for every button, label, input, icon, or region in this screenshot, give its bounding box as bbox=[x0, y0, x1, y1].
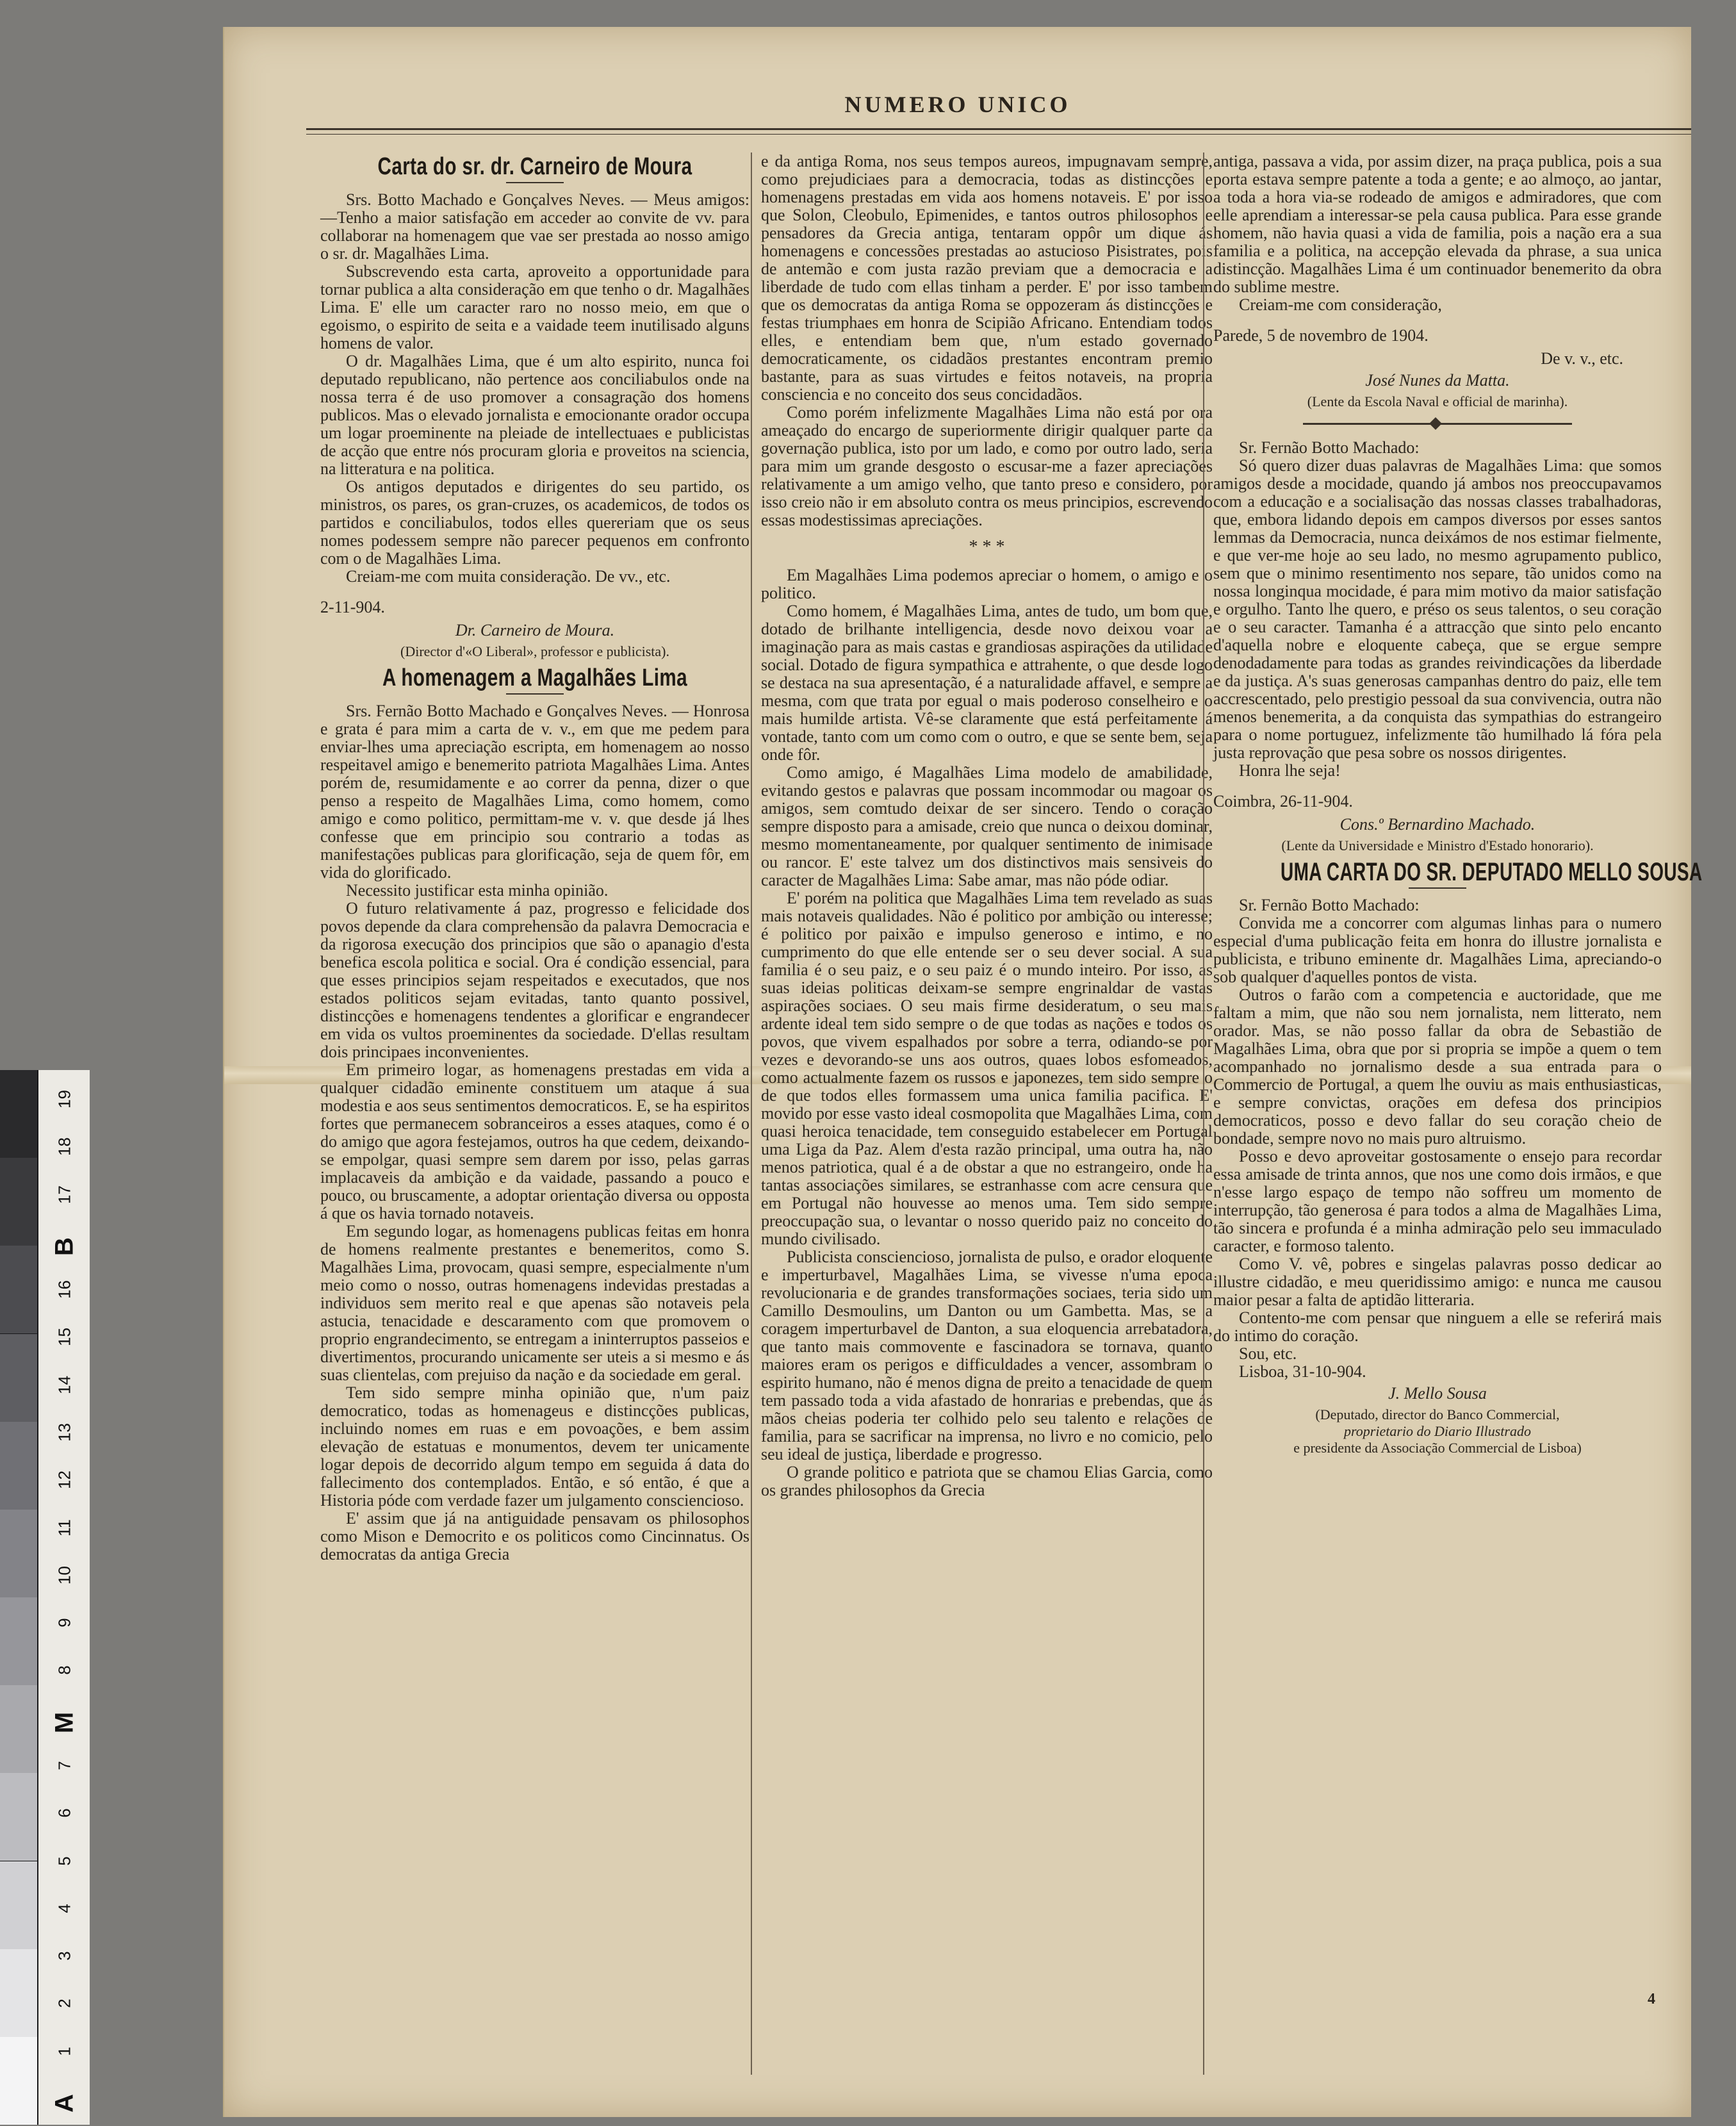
author-role: (Lente da Escola Naval e official de marinha). bbox=[1307, 393, 1568, 409]
grey-patch bbox=[0, 1597, 37, 1685]
paragraph: Como amigo, é Magalhães Lima modelo de amabilidade, evitando gestos e palavras que possam incommodar ou magoar os amigos, sem comtudo deixar de ser sincero. Tendo o coração sempre disposto para a amisade, creio que nunca o deixou dominar, mesmo momentaneamente, por qualquer sentimento de inimisade ou rancor. E' este talvez um dos distinctivos mais sensiveis do caracter de Magalhães Lima: Sabe amar, mas não póde odiar. bbox=[761, 763, 1213, 889]
ruler-label: 19 bbox=[54, 1090, 74, 1108]
signature: José Nunes da Matta. bbox=[1365, 371, 1510, 390]
author-role: proprietario do Diario Illustrado bbox=[1344, 1423, 1531, 1439]
paragraph: Outros o farão com a competencia e auctoridade, que me faltam a mim, que não sou nem jornalista, nem litterato, nem orador. Mas, se não posso fallar da obra de Sebastião de Magalhães Lima, obra que por si propria se impõe a quem o tem acompanhado no jornalismo desde a sua entrada para o Commercio de Portugal, a quem lhe ouviu as mais enthusiasticas, e sempre convictas, orações em defesa dos principios democraticos, posso e devo fallar do seu coração cheio de bondade, sempre novo no mais puro altruismo. bbox=[1213, 985, 1662, 1148]
grey-patch bbox=[0, 1422, 37, 1510]
ruler-label: 18 bbox=[54, 1137, 74, 1157]
paragraph: O futuro relativamente á paz, progresso e felicidade dos povos depende da clara comprehensão da palavra Democracia e da rigorosa execução dos principios que são o apanagio d'esta benefica escola politica e social. Ora é condição essencial, para que esses principios sejam respeitados e executados, que nos estados politicos sejam evitadas, tanto quanto possivel, distincções e homenagens tendentes a glorificar e engrandecer em vida os vultos proeminentes da sociedade. D'ellas resultam dois principaes inconvenientes. bbox=[320, 899, 749, 1061]
paragraph: antiga, passava a vida, por assim dizer, na praça publica, pois a sua porta estava sempre patente a toda a gente; e ao almoço, ao jantar, a toda a hora via-se rodeado de amigos e admiradores, que com elle aprendiam a interessar-se pela causa publica. Para esse grande homem, não havia quasi a vida de familia, pois a nação era a sua familia e a politica, na accepção elevada da phrase, a sua unica distincção. Magalhães Lima é um continuador benemerito da obra do sublime mestre. bbox=[1213, 152, 1662, 296]
paragraph: Como homem, é Magalhães Lima, antes de tudo, um bom que, dotado de brilhante intelligencia, desde novo deixou voar a imaginação para as mais castas e grandiosas aspirações da utilidade social. Dotado de figura sympathica e attrahente, o que desde logo se destaca na sua apresentação, é a naturalidade affavel, e sempre a mesma, com que trata por egual o mais poderoso conselheiro e o mais humilde artista. Vê-se claramente que está perfeitamente á vontade, tanto com um como com o outro, e que se sente bem, seja onde fôr. bbox=[761, 602, 1213, 764]
article-title-mello-sousa: UMA CARTA DO SR. DEPUTADO MELLO SOUSA bbox=[1281, 858, 1703, 886]
paragraph: Posso e devo aproveitar gostosamente o ensejo para recordar essa amisade de trinta annos, que nos une como dois irmãos, e que n'esse largo espaço de tempo não soffreu um momento de interrupção, tão generosa é para todos a alma de Magalhães Lima, tão sincera e profunda é a minha admiração pelo seu immaculado caracter, e formoso talento. bbox=[1213, 1147, 1662, 1255]
paragraph: O grande politico e patriota que se chamou Elias Garcia, como os grandes philosophos da Grecia bbox=[761, 1463, 1213, 1499]
ruler-label: 6 bbox=[54, 1808, 74, 1818]
author-role: (Deputado, director do Banco Commercial, bbox=[1315, 1406, 1560, 1422]
grey-patch bbox=[0, 1158, 37, 1246]
salutation: Sr. Fernão Botto Machado: bbox=[1239, 438, 1420, 457]
author-role: (Lente da Universidade e Ministro d'Estado honorario). bbox=[1281, 837, 1594, 853]
paragraph: Contento-me com pensar que ninguem a elle se referirá mais do intimo do coração. bbox=[1213, 1308, 1662, 1345]
closing: De v. v., etc. bbox=[1541, 349, 1623, 368]
paragraph: Em segundo logar, as homenagens publicas feitas em honra de homens realmente prestantes e benemeritos, como S. Magalhães Lima, provocam, quasi sempre, especialmente n'um meio como o nosso, outras homenagens indevidas prestadas a individuos sem merito real e que apenas são notaveis pela astucia, tenacidade e descaramento com que promovem o proprio engrandecimento, se entregam a ininterruptos passeios e divertimentos, procurando unicamente ser uteis a si mesmo e ás suas clientelas, com prejuiso da nação e da sociedade em geral. bbox=[320, 1222, 749, 1384]
newspaper-page bbox=[223, 27, 1703, 2117]
grey-patch bbox=[0, 2037, 37, 2125]
ruler-label: 3 bbox=[54, 1951, 74, 1961]
grey-patch bbox=[0, 1685, 37, 1773]
paragraph: E' porém na politica que Magalhães Lima tem revelado as suas mais notaveis qualidades. Não é politico por ambição ou interesse; é politico por paixão e impulso generoso e intimo, e no cumprimento do que elle entende ser o seu dever social. A sua familia é o seu paiz, e o seu paiz é o mundo inteiro. Por isso, as suas ideias politicas deixam-se sempre engrinaldar de vastas aspirações sociaes. O seu mais firme desideratum, o seu mais ardente ideal tem sido sempre o de que todas as nações e todos os povos, que vivem espalhados por sobre a terra, odiando-se por vezes e devorando-se uns aos outros, quaes lobos esfomeados, como actualmente fazem os russos e japonezes, tem sido sempre o de que todos elles formassem uma unica familia pacifica. E' movido por esse vasto ideal cosmopolita que Magalhães Lima, com quasi heroica tenacidade, tem conseguido estabelecer em Portugal uma Liga da Paz. Alem d'esta razão principal, uma outra ha, não menos patriotica, qual é a de obstar a que no estrangeiro, onde ha tantas associações similares, se estranhasse com acre censura que em Portugal não houvesse ao menos uma. Tem sido sempre preoccupação sua, o levantar o nosso querido paiz no conceito do mundo civilisado. bbox=[761, 889, 1213, 1248]
salutation: Sr. Fernão Botto Machado: bbox=[1239, 896, 1420, 914]
paragraph: Subscrevendo esta carta, aproveito a opportunidade para tornar publica a alta consideração em que tenho o dr. Magalhães Lima. E' elle um caracter raro no nosso meio, em que o egoismo, o espirito de seita e a vaidade teem inutilisado alguns homens de valor. bbox=[320, 262, 749, 352]
grey-patch bbox=[0, 1861, 37, 1949]
signature: J. Mello Sousa bbox=[1388, 1384, 1487, 1403]
paragraph: e da antiga Roma, nos seus tempos aureos, impugnavam sempre, como prejudiciaes para a democracia, todas as distincções e homenagens prestadas em vida aos homens notaveis. E' por isso que Solon, Cleobulo, Epimenides, e tantos outros philosophos e pensadores da Grecia antiga, tentaram oppôr um dique ás homenagens e concessões prestadas ao astucioso Pisistrates, pois de antemão e com justa razão previam que a democracia e a liberdade de tudo com ellas tinham a perder. E' por isso tambem que os democratas da antiga Roma se oppozeram ás distincções e festas triumphaes em honra de Scipião Africano. Entendiam todos elles, e entendiam bem que, n'um estado governado democraticamente, os cidadãos prestantes encontram premio bastante, para as suas virtudes e feitos notaveis, na propria consciencia e no conceito dos seus concidadãos. bbox=[761, 152, 1213, 404]
section-break-stars: * * * bbox=[969, 537, 1005, 557]
ruler-label: 9 bbox=[54, 1618, 74, 1627]
paragraph: Creiam-me com consideração, bbox=[1239, 295, 1442, 314]
paragraph: Publicista consciencioso, jornalista de pulso, e orador eloquente e imperturbavel, Magalhães Lima, se vivesse n'uma epoca revolucionaria e de grandes transformações sociaes, teria sido um Camillo Desmoulins, um Danton ou um Gambetta. Mas, se a coragem imperturbavel de Danton, a sua eloquencia arrebatadora, que tanto mais commovente e fascinadora se tornava, quanto maiores eram os perigos e difficuldades a vencer, assombram o espirito humano, não é menos digna de preito a tenacidade de quem tem passado toda a vida afastado de honrarias e prebendas, que ás mãos cheias poderia ter colhido pelo seu talento e relações de familia, para se sacrificar na imprensa, no livro e no comicio, pelo seu ideal de justiça, liberdade e progresso. bbox=[761, 1248, 1213, 1463]
ruler-label: 7 bbox=[54, 1761, 74, 1770]
paragraph: Em Magalhães Lima podemos apreciar o homem, o amigo e o politico. bbox=[761, 566, 1213, 602]
ruler-label: 4 bbox=[54, 1904, 74, 1913]
ornament-divider bbox=[1303, 423, 1572, 425]
paragraph: Só quero dizer duas palavras de Magalhães Lima: que somos amigos desde a mocidade, quando já ambos nos preoccupavamos com a educação e a socialisação das nossas classes trabalhadoras, que, embora lidando depois em campos diversos por esses santos lemmas da Democracia, nunca deixámos de nos estimar fielmente, e que ver-me hoje ao seu lado, no mesmo agrupamento publico, sem que o minimo resentimento nos separe, tão unidos como na nossa longinqua mocidade, é para mim motivo da maior satisfação e orgulho. Tanto lhe quero, e préso os seus talentos, o seu coração e o seu caracter. Tamanha é a attracção que sinto pelo encanto d'aquella nobre e eloquente cabeça, que se ergue sempre denodadamente para todas as grandes reivindicações da liberdade e da justiça. A's suas generosas campanhas dentro do paiz, elle tem accrescentado, pelo prestigio pessoal da sua convivencia, outra não menos benemerita, a da conquista das sympathias do estrangeiro para o nome portuguez, infelizmente tão humilhado lá fóra pela justa reprovação que pesa sobre os nossos dirigentes. bbox=[1213, 456, 1662, 762]
grey-patch bbox=[0, 1334, 37, 1422]
paragraph: Os antigos deputados e dirigentes do seu partido, os ministros, os pares, os gran-cruzes, os academicos, de todos os partidos e conciliabulos, todos elles quereriam que os seus nomes podessem sempre não parecer pequenos em confronto com o de Magalhães Lima. bbox=[320, 477, 749, 568]
header-rule bbox=[306, 128, 1691, 135]
title-rule bbox=[1409, 887, 1466, 889]
grey-patch bbox=[0, 1949, 37, 2037]
ruler-label: 5 bbox=[54, 1856, 74, 1866]
article-title-carneiro: Carta do sr. dr. Carneiro de Moura bbox=[377, 153, 692, 180]
paragraph: Honra lhe seja! bbox=[1239, 761, 1341, 780]
grey-patch bbox=[0, 1773, 37, 1861]
ruler-label: M bbox=[50, 1711, 79, 1733]
paragraph: Como V. vê, pobres e singelas palavras posso dedicar ao illustre cidadão, e meu queridissimo amigo: e nunca me causou maior pesar a falta de aptidão litteraria. bbox=[1213, 1255, 1662, 1309]
dateline: Parede, 5 de novembro de 1904. bbox=[1213, 326, 1429, 345]
ruler-label: B bbox=[50, 1237, 79, 1256]
paragraph: Srs. Botto Machado e Gonçalves Neves. — Meus amigos:—Tenho a maior satisfação em acceder ao convite de vv. para collaborar na homenagem que vae ser prestada ao nosso amigo o sr. dr. Magalhães Lima. bbox=[320, 190, 749, 263]
ruler-label: A bbox=[50, 2094, 79, 2113]
paragraph: Srs. Fernão Botto Machado e Gonçalves Neves. — Honrosa e grata é para mim a carta de v. v., em que me pedem para enviar-lhes uma apreciação escripta, em homenagem ao nosso respeitavel amigo e benemerito patriota Magalhães Lima. Antes porém de, resumidamente e ao correr da penna, dizer o que penso a respeito de Magalhães Lima, como homem, como amigo e como politico, permittam-me v. v. que desde já lhes confesse que em principio sou contrario a todas as manifestações publicas para glorificação, seja de quem fôr, em vida do glorificado. bbox=[320, 702, 749, 882]
grey-patch bbox=[0, 1510, 37, 1597]
column-2 bbox=[751, 152, 1213, 2075]
page-number: 4 bbox=[1648, 1991, 1655, 2007]
ruler-label: 11 bbox=[54, 1519, 74, 1537]
dateline: 2-11-904. bbox=[320, 598, 385, 616]
closing: Sou, etc. bbox=[1239, 1344, 1297, 1363]
dateline: Lisboa, 31-10-904. bbox=[1239, 1362, 1366, 1381]
author-role: e presidente da Associação Commercial de Lisboa) bbox=[1293, 1440, 1582, 1456]
grey-patch bbox=[0, 1246, 37, 1333]
ruler-label: 15 bbox=[54, 1328, 74, 1347]
paragraph: Tem sido sempre minha opinião que, n'um paiz democratico, todas as homenageus e distincções publicas, incluindo nomes em ruas e em povoações, e bem assim elevação de estatuas e monumentos, devem ter unicamente logar depois de decorrido algum tempo em seguida á data do fallecimento dos contemplados. Então, e só então, é que a Historia póde com verdade fazer um julgamento consciencioso. bbox=[320, 1383, 749, 1510]
paragraph: Em primeiro logar, as homenagens prestadas em vida a qualquer cidadão eminente constituem um ataque á sua modestia e aos seus sentimentos democraticos. E, se ha espiritos fortes que permanecem sobranceiros a esses ataques, como é o do amigo que agora festejamos, outros ha que cedem, deixando-se empolgar, quasi sempre sem darem por isso, pelas garras implacaveis da ambição e da vaidade, passando a pouco e pouco, ou bruscamente, a adoptar orientação diversa ou opposta á que os havia tornado notaveis. bbox=[320, 1060, 749, 1223]
signature: Dr. Carneiro de Moura. bbox=[455, 621, 615, 639]
color-calibration-strip bbox=[0, 1070, 90, 2125]
paragraph: Como porém infelizmente Magalhães Lima não está por ora ameaçado do encargo de superiormente dirigir qualquer parte da governação publica, isto por um lado, e como por outro lado, seria para mim um grande desgosto o escusar-me a fazer apreciações relativamente a um amigo velho, que tanto preso e considero, por isso creio não ir em absoluto contra os meus principios, escrevendo essas modestissimas apreciações. bbox=[761, 403, 1213, 529]
ruler-label: 10 bbox=[54, 1565, 74, 1585]
grey-patch bbox=[0, 1070, 37, 1158]
paragraph: O dr. Magalhães Lima, que é um alto espirito, nunca foi deputado republicano, não pertence aos conciliabulos onde na nossa terra é de uso promover a consagração dos homens publicos. Mas o elevado jornalista e emocionante orador occupa um logar proeminente na pleiade de intellectuaes e publicistas de acção que entre nós procuram gloria e proveitos na sciencia, na litteratura e na politica. bbox=[320, 352, 749, 478]
paragraph: Convida me a concorrer com algumas linhas para o numero especial d'uma publicação feita em honra do illustre jornalista e publicista, e tribuno eminente dr. Magalhães Lima, apreciando-o sob qualquer d'aquelles pontos de vista. bbox=[1213, 914, 1662, 986]
ruler-label: 13 bbox=[54, 1423, 74, 1442]
signature: Cons.º Bernardino Machado. bbox=[1339, 815, 1535, 834]
ruler-label: 2 bbox=[54, 1998, 74, 2009]
running-head: NUMERO UNICO bbox=[844, 92, 1071, 117]
ruler-label: 12 bbox=[54, 1471, 74, 1490]
ruler-label: 16 bbox=[54, 1280, 74, 1299]
ruler-label: 8 bbox=[54, 1665, 74, 1676]
ruler-label: 14 bbox=[54, 1375, 74, 1394]
column-3 bbox=[1203, 152, 1703, 2075]
title-rule bbox=[506, 693, 564, 695]
column-1 bbox=[320, 152, 749, 1563]
ruler-label: 17 bbox=[54, 1185, 74, 1204]
ruler-label: 1 bbox=[54, 2046, 74, 2056]
paragraph: Necessito justificar esta minha opinião. bbox=[346, 881, 609, 900]
ruler-scale bbox=[38, 1070, 90, 2125]
dateline: Coimbra, 26-11-904. bbox=[1213, 792, 1353, 811]
author-role: (Director d'«O Liberal», professor e publicista). bbox=[400, 643, 669, 659]
paragraph: E' assim que já na antiguidade pensavam os philosophos como Mison e Democrito e os politicos como Cincinnatus. Os democratas da antiga Grecia bbox=[320, 1509, 749, 1563]
title-rule bbox=[506, 182, 564, 183]
paragraph: Creiam-me com muita consideração. De vv., etc. bbox=[346, 567, 671, 586]
article-title-homenagem: A homenagem a Magalhães Lima bbox=[382, 664, 687, 691]
